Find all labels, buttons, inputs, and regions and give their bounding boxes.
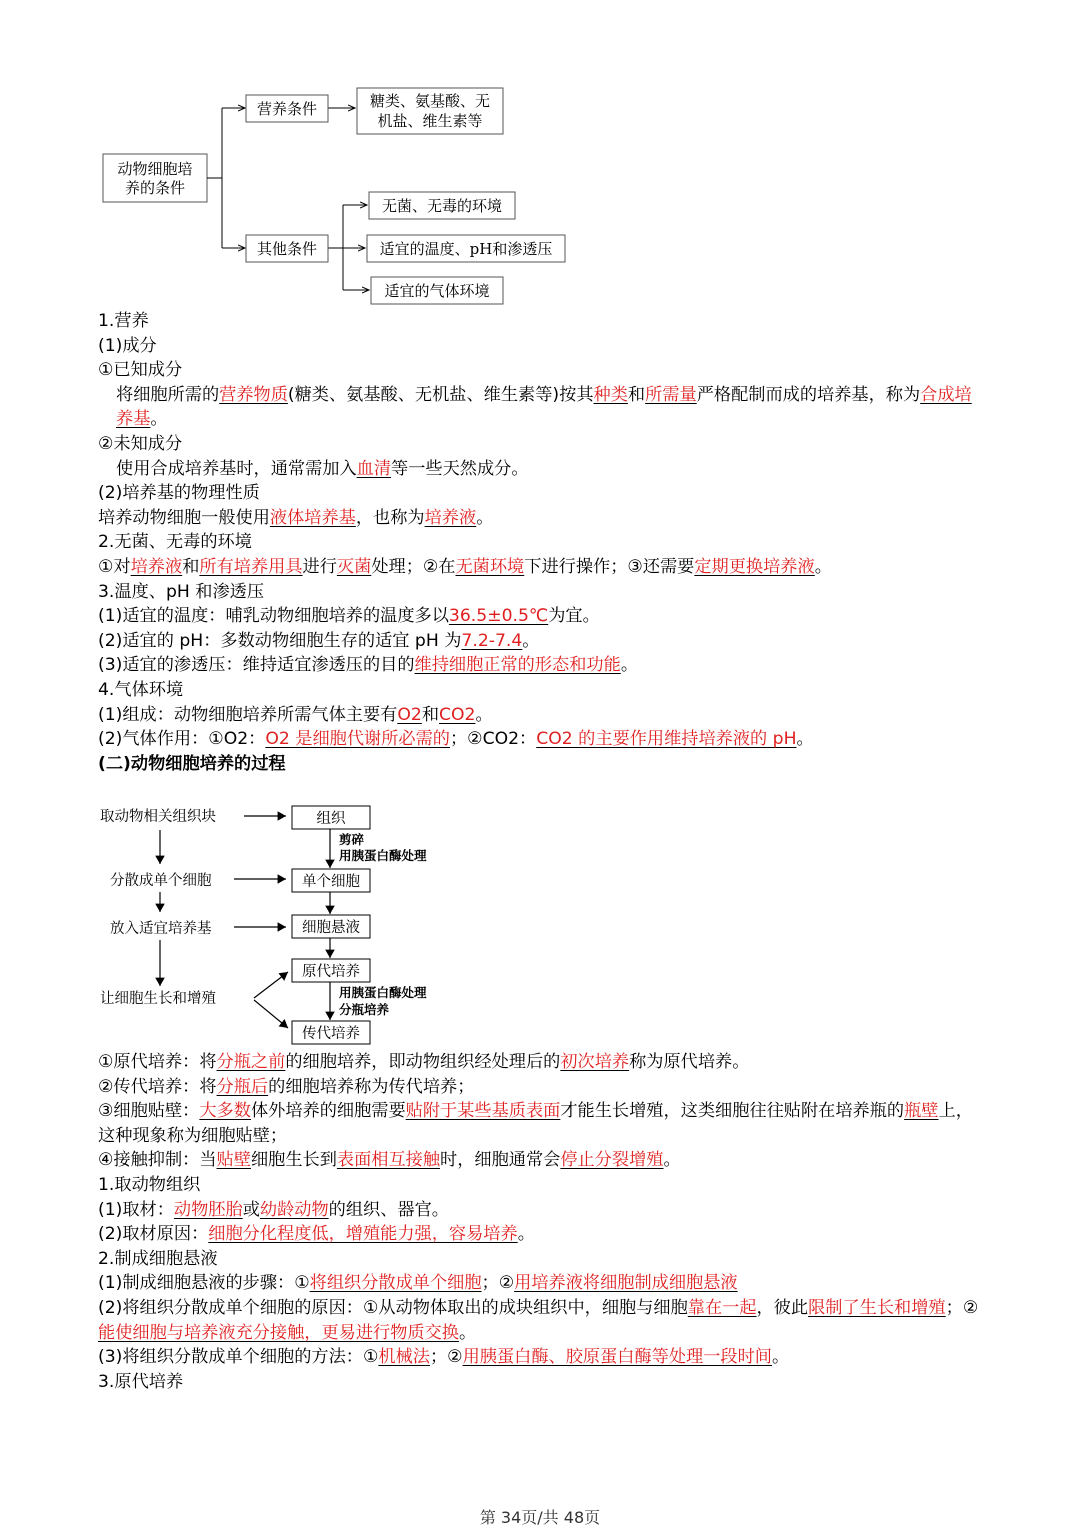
answer: 细胞分化程度低，增殖能力强，容易培养 xyxy=(208,1224,518,1245)
answer: 动物胚胎 xyxy=(173,1199,243,1220)
paragraph: 使用合成培养基时，通常需加入血清等一些天然成分。 xyxy=(116,458,529,479)
heading: ②未知成分 xyxy=(98,433,183,454)
step-label: 放入适宜培养基 xyxy=(110,921,212,937)
branch-a-box xyxy=(246,95,328,122)
svg-text:无菌、无毒的环境: 无菌、无毒的环境 xyxy=(381,197,503,215)
answer: 初次培养 xyxy=(560,1052,630,1072)
answer: 灭菌 xyxy=(336,556,372,577)
answer: 停止分裂增殖 xyxy=(560,1150,664,1171)
svg-text:机盐、维生素等: 机盐、维生素等 xyxy=(377,112,483,130)
note: 用胰蛋白酶处理 xyxy=(339,985,427,1000)
answer: 幼龄动物 xyxy=(259,1199,329,1220)
paragraph: ④接触抑制：当贴壁细胞生长到表面相互接触时，细胞通常会停止分裂增殖。 xyxy=(98,1150,681,1171)
svg-text:适宜的温度、pH和渗透压: 适宜的温度、pH和渗透压 xyxy=(379,240,553,258)
paragraph: (2)将组织分散成单个细胞的原因：①从动物体取出的成块组织中，细胞与细胞靠在一起，彼此限制了生长和增殖；②能使细胞与培养液充分接触，更易进行物质交换。 xyxy=(98,1297,979,1343)
answer: O2 xyxy=(397,704,422,725)
heading: 2.制成细胞悬液 xyxy=(98,1248,218,1269)
paragraph: (2)适宜的 pH：多数动物细胞生存的适宜 pH 为7.2-7.4。 xyxy=(98,630,540,651)
answer: 维持细胞正常的形态和功能 xyxy=(414,655,621,676)
paragraph: (2)气体作用：①O2：O2 是细胞代谢所必需的；②CO2：CO2 的主要作用维持培养液的 pH。 xyxy=(98,729,814,750)
answer: 表面相互接触 xyxy=(336,1150,441,1171)
connector-lines xyxy=(207,108,369,290)
answer: 限制了生长和增殖 xyxy=(808,1297,946,1318)
answer: 靠在一起 xyxy=(687,1297,757,1318)
answer: 机械法 xyxy=(378,1347,430,1368)
answer: 瓶壁 xyxy=(904,1101,939,1122)
step-label: 让细胞生长和增殖 xyxy=(100,991,216,1007)
paragraph: ③细胞贴壁：大多数体外培养的细胞需要贴附于某些基质表面才能生长增殖，这类细胞往往贴附在培养瓶的瓶壁上，这种现象称为细胞贴壁； xyxy=(98,1101,973,1146)
answer: 贴壁 xyxy=(216,1150,251,1171)
answer: 培养液 xyxy=(130,556,183,577)
answer: 能使细胞与培养液充分接触，更易进行物质交换 xyxy=(98,1322,459,1343)
paragraph: (3)适宜的渗透压：维持适宜渗透压的目的维持细胞正常的形态和功能。 xyxy=(98,655,639,676)
paragraph: 培养动物细胞一般使用液体培养基，也称为培养液。 xyxy=(98,507,494,528)
heading: (2)培养基的物理性质 xyxy=(98,483,260,504)
branch-b-leaf2-box xyxy=(367,235,565,262)
svg-text:适宜的气体环境: 适宜的气体环境 xyxy=(384,282,490,300)
answer: 液体培养基 xyxy=(269,507,356,528)
heading: 3.原代培养 xyxy=(98,1371,184,1392)
answer: O2 是细胞代谢所必需的 xyxy=(265,729,450,750)
answer: 无菌环境 xyxy=(455,556,525,577)
box-label: 单个细胞 xyxy=(302,874,360,890)
heading: 2.无菌、无毒的环境 xyxy=(98,532,252,553)
answer: 用培养液将细胞制成细胞悬液 xyxy=(514,1273,738,1294)
branch-b-box xyxy=(246,235,328,262)
answer: 用胰蛋白酶、胶原蛋白酶等处理一段时间 xyxy=(462,1347,772,1368)
answer: 合成培养基 xyxy=(116,384,972,430)
box-label: 细胞悬液 xyxy=(302,920,360,936)
content-part2 xyxy=(98,1050,986,1394)
paragraph: (1)适宜的温度：哺乳动物细胞培养的温度多以36.5±0.5℃为宜。 xyxy=(98,606,600,627)
box-label: 传代培养 xyxy=(302,1026,360,1042)
paragraph: ②传代培养：将分瓶后的细胞培养称为传代培养； xyxy=(98,1076,475,1097)
answer: 36.5±0.5℃ xyxy=(448,606,549,627)
answer: 所需量 xyxy=(645,384,697,405)
paragraph: ①对培养液和所有培养用具进行灭菌处理；②在无菌环境下进行操作；③还需要定期更换培养液。 xyxy=(98,556,832,577)
root-box xyxy=(103,154,207,202)
paragraph: (3)将组织分散成单个细胞的方法：①机械法；②用胰蛋白酶、胶原蛋白酶等处理一段时间。 xyxy=(98,1347,790,1368)
heading: ①已知成分 xyxy=(98,360,183,381)
answer: 将组织分散成单个细胞 xyxy=(309,1273,482,1294)
root-label-line1: 动物细胞培 xyxy=(117,160,193,178)
heading: 1.取动物组织 xyxy=(98,1174,201,1195)
note: 剪碎 xyxy=(339,832,365,847)
answer: 所有培养用具 xyxy=(199,556,303,577)
content-part1 xyxy=(98,309,986,776)
root-label-line2: 养的条件 xyxy=(124,179,186,197)
answer: CO2 的主要作用维持培养液的 pH xyxy=(536,729,797,750)
answer: 血清 xyxy=(356,458,392,479)
step-label: 分散成单个细胞 xyxy=(110,873,212,889)
answer: 营养物质 xyxy=(219,384,288,405)
paragraph: (1)组成：动物细胞培养所需气体主要有O2和CO2。 xyxy=(98,704,493,725)
step-label: 取动物相关组织块 xyxy=(100,809,216,825)
answer: 分瓶后 xyxy=(216,1076,269,1097)
answer: 培养液 xyxy=(424,507,477,528)
branch-b-leaf3-box xyxy=(371,277,503,304)
svg-text:营养条件: 营养条件 xyxy=(256,100,318,118)
page-footer: 第 34页/共 48页 xyxy=(479,1508,601,1527)
svg-text:糖类、氨基酸、无: 糖类、氨基酸、无 xyxy=(369,92,491,110)
answer: 7.2-7.4 xyxy=(461,630,523,651)
answer: 定期更换培养液 xyxy=(694,556,815,577)
answer: 贴附于某些基质表面 xyxy=(405,1101,561,1122)
heading: 3.温度、pH 和渗透压 xyxy=(98,581,265,602)
branch-a-leaf-box xyxy=(357,88,503,134)
answer: CO2 xyxy=(439,704,476,725)
heading: (1)成分 xyxy=(98,335,157,356)
branch-b-leaf1-box xyxy=(369,192,515,219)
process-diagram xyxy=(98,800,458,1050)
paragraph: 将细胞所需的营养物质(糖类、氨基酸、无机盐、维生素等)按其种类和所需量严格配制而成的培养基，称为合成培养基。 xyxy=(116,384,972,430)
heading: 1.营养 xyxy=(98,311,149,331)
note: 分瓶培养 xyxy=(339,1002,390,1017)
answer: 种类 xyxy=(593,384,628,405)
svg-text:其他条件: 其他条件 xyxy=(256,240,318,258)
answer: 大多数 xyxy=(199,1101,251,1122)
section-title: (二)动物细胞培养的过程 xyxy=(98,753,286,774)
paragraph: (2)取材原因：细胞分化程度低，增殖能力强，容易培养。 xyxy=(98,1224,535,1245)
box-label: 原代培养 xyxy=(302,964,360,980)
conditions-diagram xyxy=(0,0,1080,310)
answer: 分瓶之前 xyxy=(216,1052,286,1072)
note: 用胰蛋白酶处理 xyxy=(339,848,427,863)
heading: 4.气体环境 xyxy=(98,679,184,700)
left-steps xyxy=(100,807,216,1007)
paragraph: ①原代培养：将分瓶之前的细胞培养，即动物组织经处理后的初次培养称为原代培养。 xyxy=(98,1052,750,1072)
box-label: 组织 xyxy=(316,811,346,827)
paragraph: (1)制成细胞悬液的步骤：①将组织分散成单个细胞；②用培养液将细胞制成细胞悬液 xyxy=(98,1273,738,1294)
paragraph: (1)取材：动物胚胎或幼龄动物的组织、器官。 xyxy=(98,1199,449,1220)
